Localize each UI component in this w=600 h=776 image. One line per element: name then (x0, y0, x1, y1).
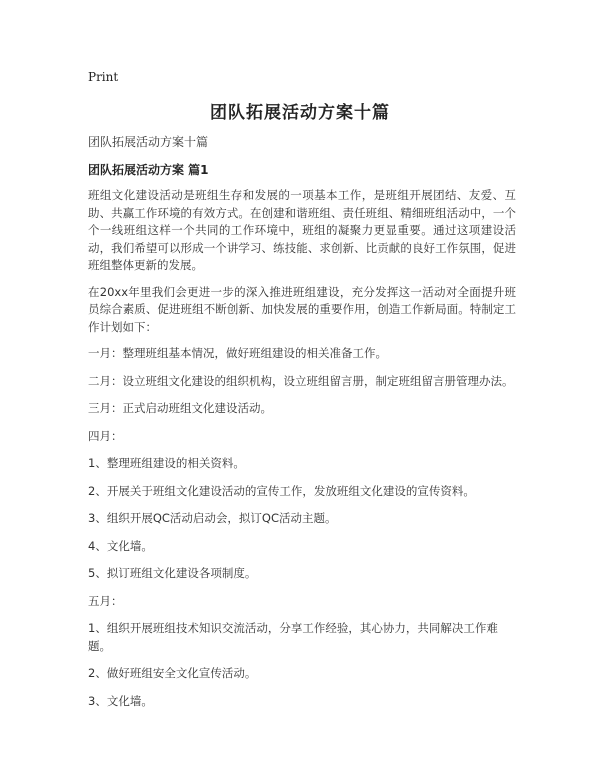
plan-item-april-3: 3、组织开展QC活动启动会，拟订QC活动主题。 (88, 511, 337, 525)
plan-item-april-5: 5、拟订班组文化建设各项制度。 (88, 566, 257, 580)
paragraph-intro: 班组文化建设活动是班组生存和发展的一项基本工作，是班组开展团结、友爱、互助、共赢工作环境的有效方式。在创建和谐班组、责任班组、精细班组活动中，一个个一线班组这样一个共同的工作环境中，班组的凝聚力更显重要。通过这项建设活动，我们希望可以形成一个讲学习、练技能、求创新、比贡献的良好工作氛围，促进班组整体更新的发展。 (88, 188, 516, 272)
section-heading: 团队拓展活动方案 篇1 (88, 163, 209, 177)
document-body (88, 133, 516, 720)
plan-item-march: 三月：正式启动班组文化建设活动。 (88, 401, 272, 415)
document-subtitle: 团队拓展活动方案十篇 (88, 135, 209, 149)
plan-item-april-1: 1、整理班组建设的相关资料。 (88, 456, 245, 470)
plan-item-april-4: 4、文化墙。 (88, 538, 153, 553)
plan-item-february: 二月：设立班组文化建设的组织机构，设立班组留言册，制定班组留言册管理办法。 (88, 373, 514, 388)
plan-item-may-1: 1、组织开展班组技术知识交流活动，分享工作经验，其心协力，共同解决工作难题。 (88, 621, 498, 653)
paragraph-plan: 在20xx年里我们会更进一步的深入推进班组建设，充分发挥这一活动对全面提升班员综合素质、促进班组不断创新、加快发展的重要作用，创造工作新局面。特制定工作计划如下： (88, 284, 516, 334)
plan-item-may-3: 3、文化墙。 (88, 693, 153, 708)
document-title: 团队拓展活动方案十篇 (210, 103, 390, 123)
print-label[interactable]: Print (88, 70, 119, 84)
plan-item-january: 一月：整理班组基本情况，做好班组建设的相关准备工作。 (88, 346, 387, 360)
plan-item-april-2: 2、开展关于班组文化建设活动的宣传工作，发放班组文化建设的宣传资料。 (88, 483, 475, 498)
plan-item-may-heading: 五月： (88, 593, 123, 608)
plan-item-may-2: 2、做好班组安全文化宣传活动。 (88, 666, 257, 680)
plan-item-april-heading: 四月： (88, 428, 123, 443)
